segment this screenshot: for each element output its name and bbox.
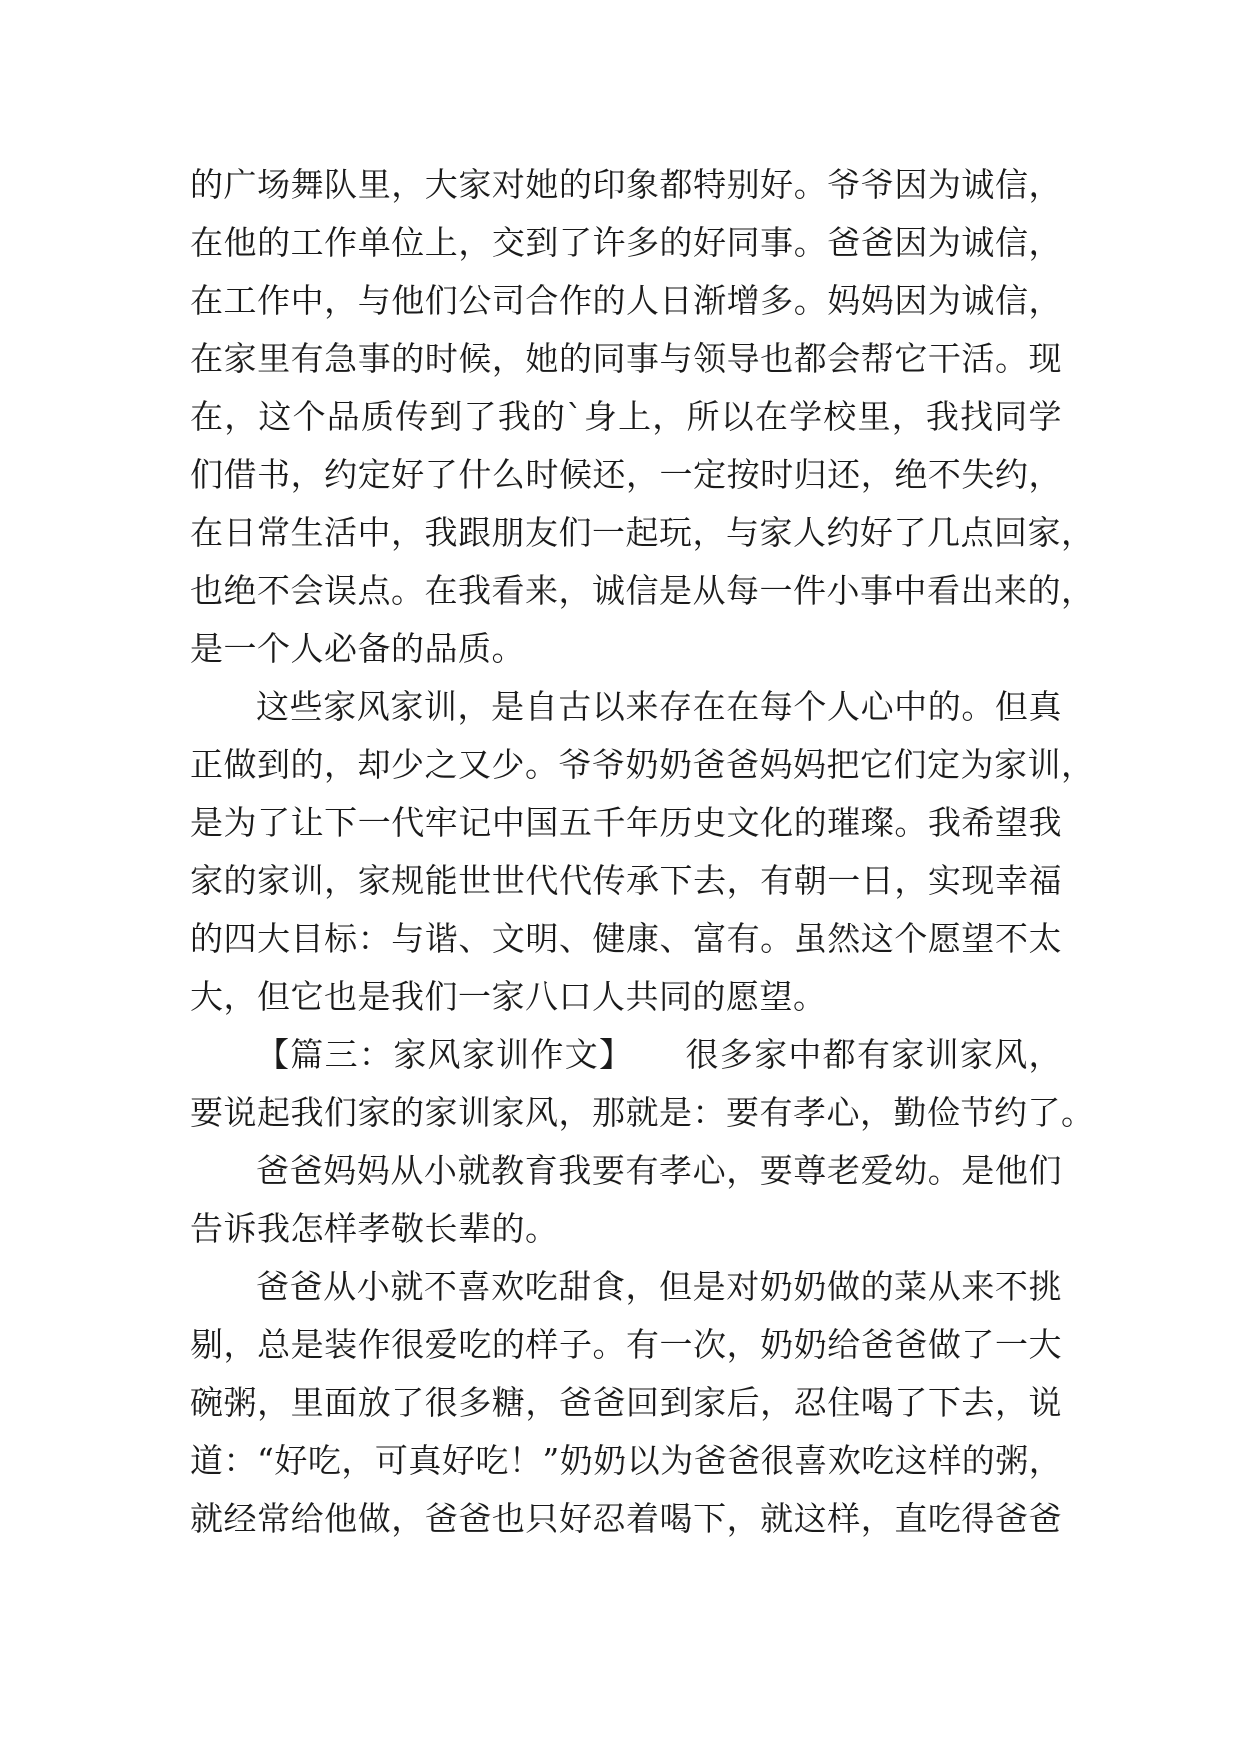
text-line: 在日常生活中，我跟朋友们一起玩，与家人约好了几点回家， xyxy=(190,513,1095,552)
text-line: 剔，总是装作很爱吃的样子。有一次，奶奶给爸爸做了一大 xyxy=(190,1325,1062,1364)
text-line: 也绝不会误点。在我看来，诚信是从每一件小事中看出来的， xyxy=(190,571,1095,610)
text-line: 道：“好吃，可真好吃！”奶奶以为爸爸很喜欢吃这样的粥， xyxy=(190,1441,1063,1480)
text-line: 们借书，约定好了什么时候还，一定按时归还，绝不失约， xyxy=(190,455,1062,494)
text-line: 就经常给他做，爸爸也只好忍着喝下，就这样，直吃得爸爸 xyxy=(190,1499,1062,1538)
text-line: 在工作中，与他们公司合作的人日渐增多。妈妈因为诚信， xyxy=(190,281,1062,320)
text-line: 正做到的，却少之又少。爷爷奶奶爸爸妈妈把它们定为家训， xyxy=(190,745,1095,784)
text-line: 这些家风家训，是自古以来存在在每个人心中的。但真 xyxy=(256,687,1062,726)
text-line: 的广场舞队里，大家对她的印象都特别好。爷爷因为诚信， xyxy=(190,165,1062,204)
text-line: 是为了让下一代牢记中国五千年历史文化的璀璨。我希望我 xyxy=(190,803,1062,842)
text-line: 告诉我怎样孝敬长辈的。 xyxy=(190,1209,559,1248)
text-line: 大，但它也是我们一家八口人共同的愿望。 xyxy=(190,977,827,1016)
text-line: 碗粥，里面放了很多糖，爸爸回到家后，忍住喝了下去，说 xyxy=(190,1383,1062,1422)
text-line: 是一个人必备的品质。 xyxy=(190,629,525,668)
section-heading-line: 【篇三：家风家训作文】 很多家中都有家训家风， xyxy=(256,1035,1062,1074)
text-line: 爸爸从小就不喜欢吃甜食，但是对奶奶做的菜从来不挑 xyxy=(256,1267,1062,1306)
text-line: 在他的工作单位上，交到了许多的好同事。爸爸因为诚信， xyxy=(190,223,1062,262)
essay-body xyxy=(190,156,1095,1548)
text-line: 在家里有急事的时候，她的同事与领导也都会帮它干活。现 xyxy=(190,339,1062,378)
text-line: 爸爸妈妈从小就教育我要有孝心，要尊老爱幼。是他们 xyxy=(256,1151,1062,1190)
text-line: 家的家训，家规能世世代代传承下去，有朝一日，实现幸福 xyxy=(190,861,1062,900)
text-line: 在，这个品质传到了我的`身上，所以在学校里，我找同学 xyxy=(190,397,1062,436)
text-line: 的四大目标：与谐、文明、健康、富有。虽然这个愿望不太 xyxy=(190,919,1062,958)
text-line: 要说起我们家的家训家风，那就是：要有孝心，勤俭节约了。 xyxy=(190,1093,1095,1132)
